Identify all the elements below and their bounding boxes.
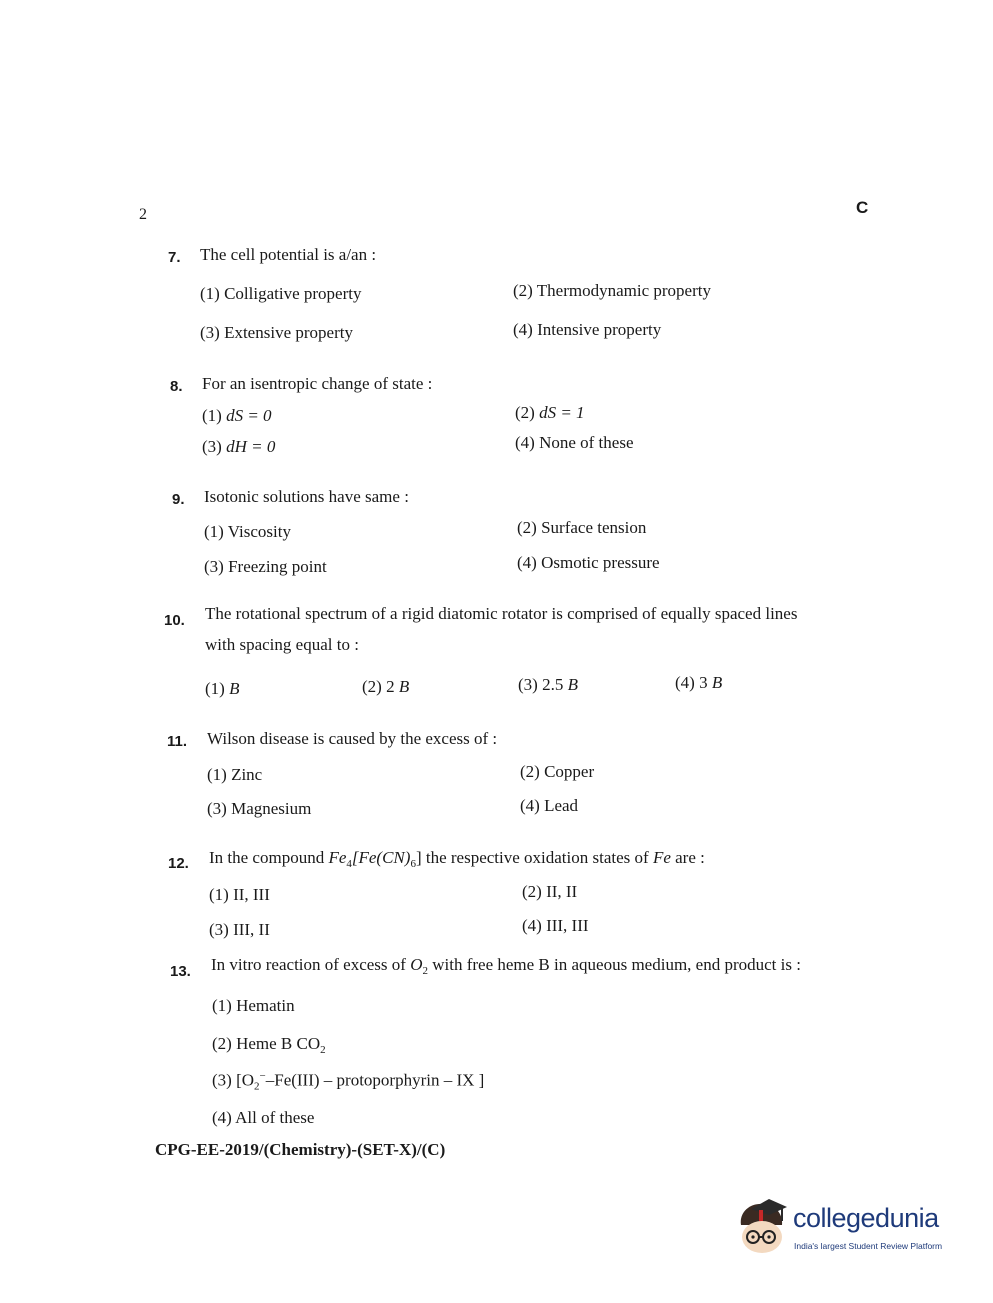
question-number: 8. bbox=[170, 378, 183, 395]
option-4: (4) All of these bbox=[212, 1108, 315, 1127]
option-1: (1) Colligative property bbox=[200, 284, 362, 303]
option-1: (1) II, III bbox=[209, 885, 270, 904]
question-number: 13. bbox=[170, 963, 191, 980]
option-4: (4) III, III bbox=[522, 916, 589, 935]
option-4: (4) 3 B bbox=[675, 673, 723, 692]
option-4: (4) None of these bbox=[515, 433, 634, 452]
set-label: C bbox=[856, 198, 869, 217]
question-text: In the compound $Fe_4[Fe(CN)_6]$ the respective oxidation states of Fe are : bbox=[209, 848, 705, 870]
question-number: 12. bbox=[168, 855, 189, 872]
option-4: (4) Intensive property bbox=[513, 320, 662, 339]
question-number: 9. bbox=[172, 491, 185, 508]
question-text: Isotonic solutions have same : bbox=[204, 487, 409, 506]
option-3: (3) III, II bbox=[209, 920, 270, 939]
question-number: 10. bbox=[164, 612, 185, 629]
page-number: 2 bbox=[139, 206, 147, 223]
question-number: 11. bbox=[167, 733, 188, 750]
option-3: (3) 2.5 B bbox=[518, 675, 578, 694]
option-3: (3) Magnesium bbox=[207, 799, 312, 818]
option-2: (2) 2 B bbox=[362, 677, 410, 696]
option-2: (2) Thermodynamic property bbox=[513, 281, 711, 300]
footer-code: CPG-EE-2019/(Chemistry)-(SET-X)/(C) bbox=[155, 1140, 446, 1159]
question-number: 7. bbox=[168, 249, 181, 266]
question-text: The cell potential is a/an : bbox=[200, 245, 377, 264]
option-2: (2) Heme B $CO_2$ bbox=[212, 1034, 326, 1056]
collegedunia-logo bbox=[735, 1195, 965, 1265]
option-3: (3) Extensive property bbox=[200, 323, 353, 342]
option-1: (1) dS = 0 bbox=[202, 406, 272, 425]
question-text: In vitro reaction of excess of $O_2$ with free heme B in aqueous medium, end product is : bbox=[211, 955, 801, 977]
option-4: (4) Lead bbox=[520, 796, 579, 815]
mascot-icon bbox=[735, 1195, 793, 1261]
option-1: (1) Hematin bbox=[212, 996, 295, 1015]
question-text-line-2: with spacing equal to : bbox=[205, 635, 359, 654]
option-2: (2) Copper bbox=[520, 762, 595, 781]
option-3: (3) Freezing point bbox=[204, 557, 327, 576]
logo-wordmark: collegedunia bbox=[793, 1203, 939, 1233]
option-2: (2) Surface tension bbox=[517, 518, 647, 537]
logo-tagline: India's largest Student Review Platform bbox=[794, 1241, 943, 1251]
option-3: (3) dH = 0 bbox=[202, 437, 276, 456]
question-text-line-1: The rotational spectrum of a rigid diatomic rotator is comprised of equally spaced lines bbox=[205, 604, 798, 623]
question-text: Wilson disease is caused by the excess of : bbox=[207, 729, 498, 748]
option-1: (1) Viscosity bbox=[204, 522, 291, 541]
option-1: (1) B bbox=[205, 679, 240, 698]
option-2: (2) II, II bbox=[522, 882, 578, 901]
option-4: (4) Osmotic pressure bbox=[517, 553, 660, 572]
question-text: For an isentropic change of state : bbox=[202, 374, 433, 393]
option-1: (1) Zinc bbox=[207, 765, 263, 784]
option-2: (2) dS = 1 bbox=[515, 403, 585, 422]
option-3: (3) [$O_2^--Fe(III)$ – protoporphyrin – IX ] bbox=[212, 1070, 485, 1093]
